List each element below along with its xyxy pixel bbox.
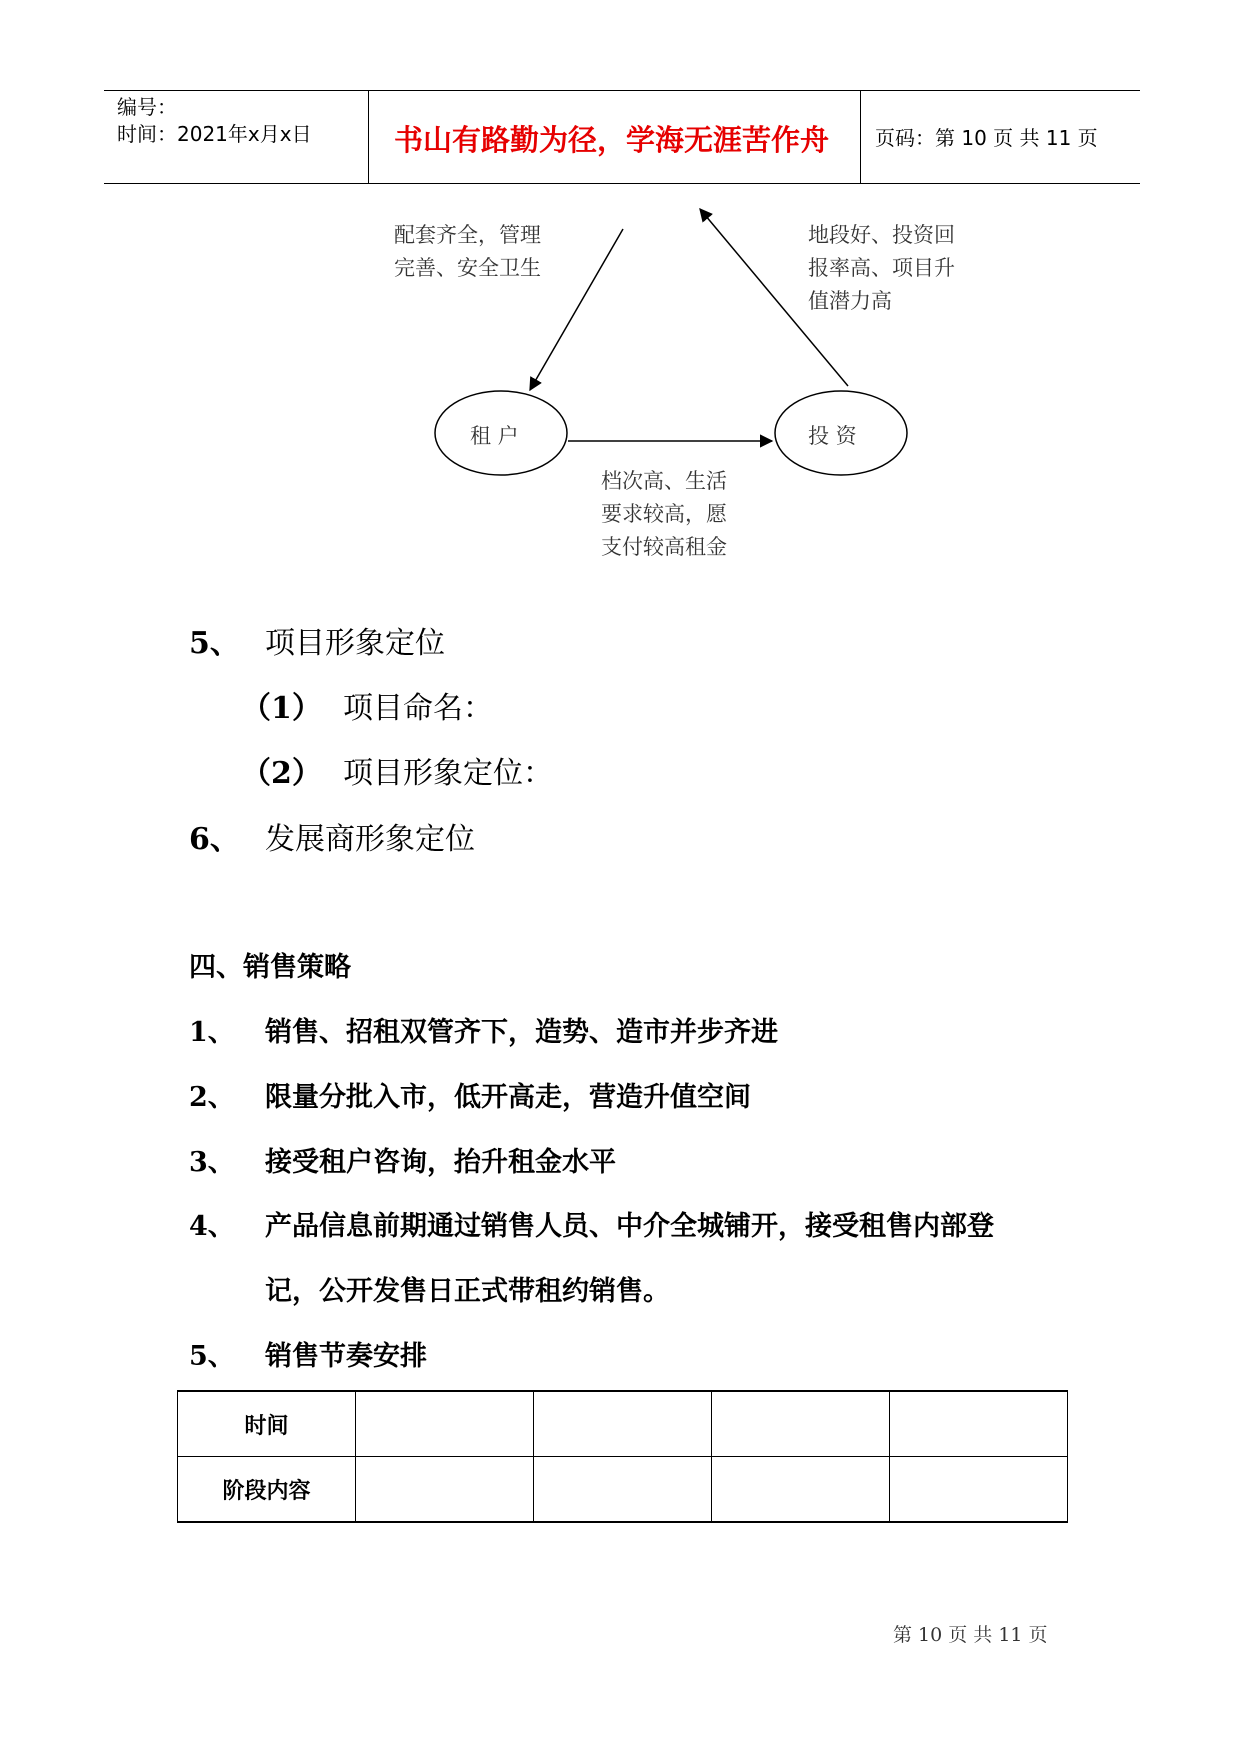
section-5-title: 项目形象定位 xyxy=(265,626,445,661)
section-5-1-number: （1） xyxy=(241,691,322,726)
note-right-line-2: 报率高、项目升 xyxy=(808,256,955,280)
section-5-number: 5、 xyxy=(189,626,240,661)
section-5-1-heading xyxy=(241,683,493,727)
section-5-2-heading xyxy=(241,748,553,792)
section-5-2-number: （2） xyxy=(241,756,322,791)
section-5-heading xyxy=(189,618,445,662)
sales-item-2-text: 限量分批入市，低开高走，营造升值空间 xyxy=(265,1082,751,1113)
sales-item-1-text: 销售、招租双管齐下，造势、造市并步齐进 xyxy=(265,1017,778,1048)
sales-item-3-text: 接受租户咨询，抬升租金水平 xyxy=(265,1147,616,1178)
note-bottom-line-1: 档次高、生活 xyxy=(601,469,727,493)
section-6-heading xyxy=(189,814,475,858)
section-6-title: 发展商形象定位 xyxy=(265,822,475,857)
sales-item-5-text: 销售节奏安排 xyxy=(265,1341,427,1372)
note-right-line-3: 值潜力高 xyxy=(808,289,892,313)
sales-item-4-number: 4、 xyxy=(189,1211,235,1242)
sales-item-2-number: 2、 xyxy=(189,1082,235,1113)
page-footer: 第 10 页 共 11 页 xyxy=(893,1624,1048,1646)
section-5-1-title: 项目命名： xyxy=(343,691,493,726)
sales-item-4-text: 产品信息前期通过销售人员、中介全城铺开，接受租售内部登 xyxy=(265,1211,994,1242)
sales-item-1 xyxy=(189,1010,778,1049)
row-label-stage-content: 阶段内容 xyxy=(178,1457,356,1523)
table-cell xyxy=(534,1391,712,1457)
sales-item-3-number: 3、 xyxy=(189,1147,235,1178)
sales-item-5-number: 5、 xyxy=(189,1341,235,1372)
arrow-top-to-tenant xyxy=(530,229,623,390)
note-bottom-line-3: 支付较高租金 xyxy=(601,535,727,559)
table-row xyxy=(178,1391,1068,1457)
table-cell xyxy=(356,1391,534,1457)
table-cell xyxy=(890,1457,1068,1523)
note-left-line-2: 完善、安全卫生 xyxy=(394,256,541,280)
sales-item-4 xyxy=(189,1204,994,1243)
table-cell xyxy=(712,1457,890,1523)
invest-node-label: 投 资 xyxy=(808,424,857,448)
sales-item-5 xyxy=(189,1334,427,1373)
sales-item-4-continued xyxy=(189,1269,670,1308)
sales-item-3 xyxy=(189,1140,616,1179)
header-motto: 书山有路勤为径，学海无涯苦作舟 xyxy=(394,123,830,157)
header-time-label: 时间：2021年x月x日 xyxy=(117,122,312,146)
table-cell xyxy=(534,1457,712,1523)
note-left xyxy=(394,219,541,285)
note-bottom xyxy=(601,465,727,564)
section-5-2-title: 项目形象定位： xyxy=(343,756,553,791)
sales-item-2 xyxy=(189,1075,751,1114)
header-page-label: 页码：第 10 页 共 11 页 xyxy=(875,126,1098,150)
note-left-line-1: 配套齐全，管理 xyxy=(394,223,541,247)
note-bottom-line-2: 要求较高，愿 xyxy=(601,502,727,526)
sales-heading: 四、销售策略 xyxy=(189,952,351,983)
note-right-line-1: 地段好、投资回 xyxy=(808,223,955,247)
table-cell xyxy=(890,1391,1068,1457)
table-cell xyxy=(356,1457,534,1523)
sales-item-1-number: 1、 xyxy=(189,1017,235,1048)
note-right xyxy=(808,219,955,318)
table-row xyxy=(178,1457,1068,1523)
sales-schedule-table xyxy=(177,1390,1068,1523)
tenant-node-label: 租 户 xyxy=(470,424,519,448)
row-label-time: 时间 xyxy=(178,1391,356,1457)
header-number-label: 编号： xyxy=(117,95,177,119)
section-6-number: 6、 xyxy=(189,822,240,857)
table-cell xyxy=(712,1391,890,1457)
sales-item-4-continued-text: 记，公开发售日正式带租约销售。 xyxy=(265,1276,670,1307)
